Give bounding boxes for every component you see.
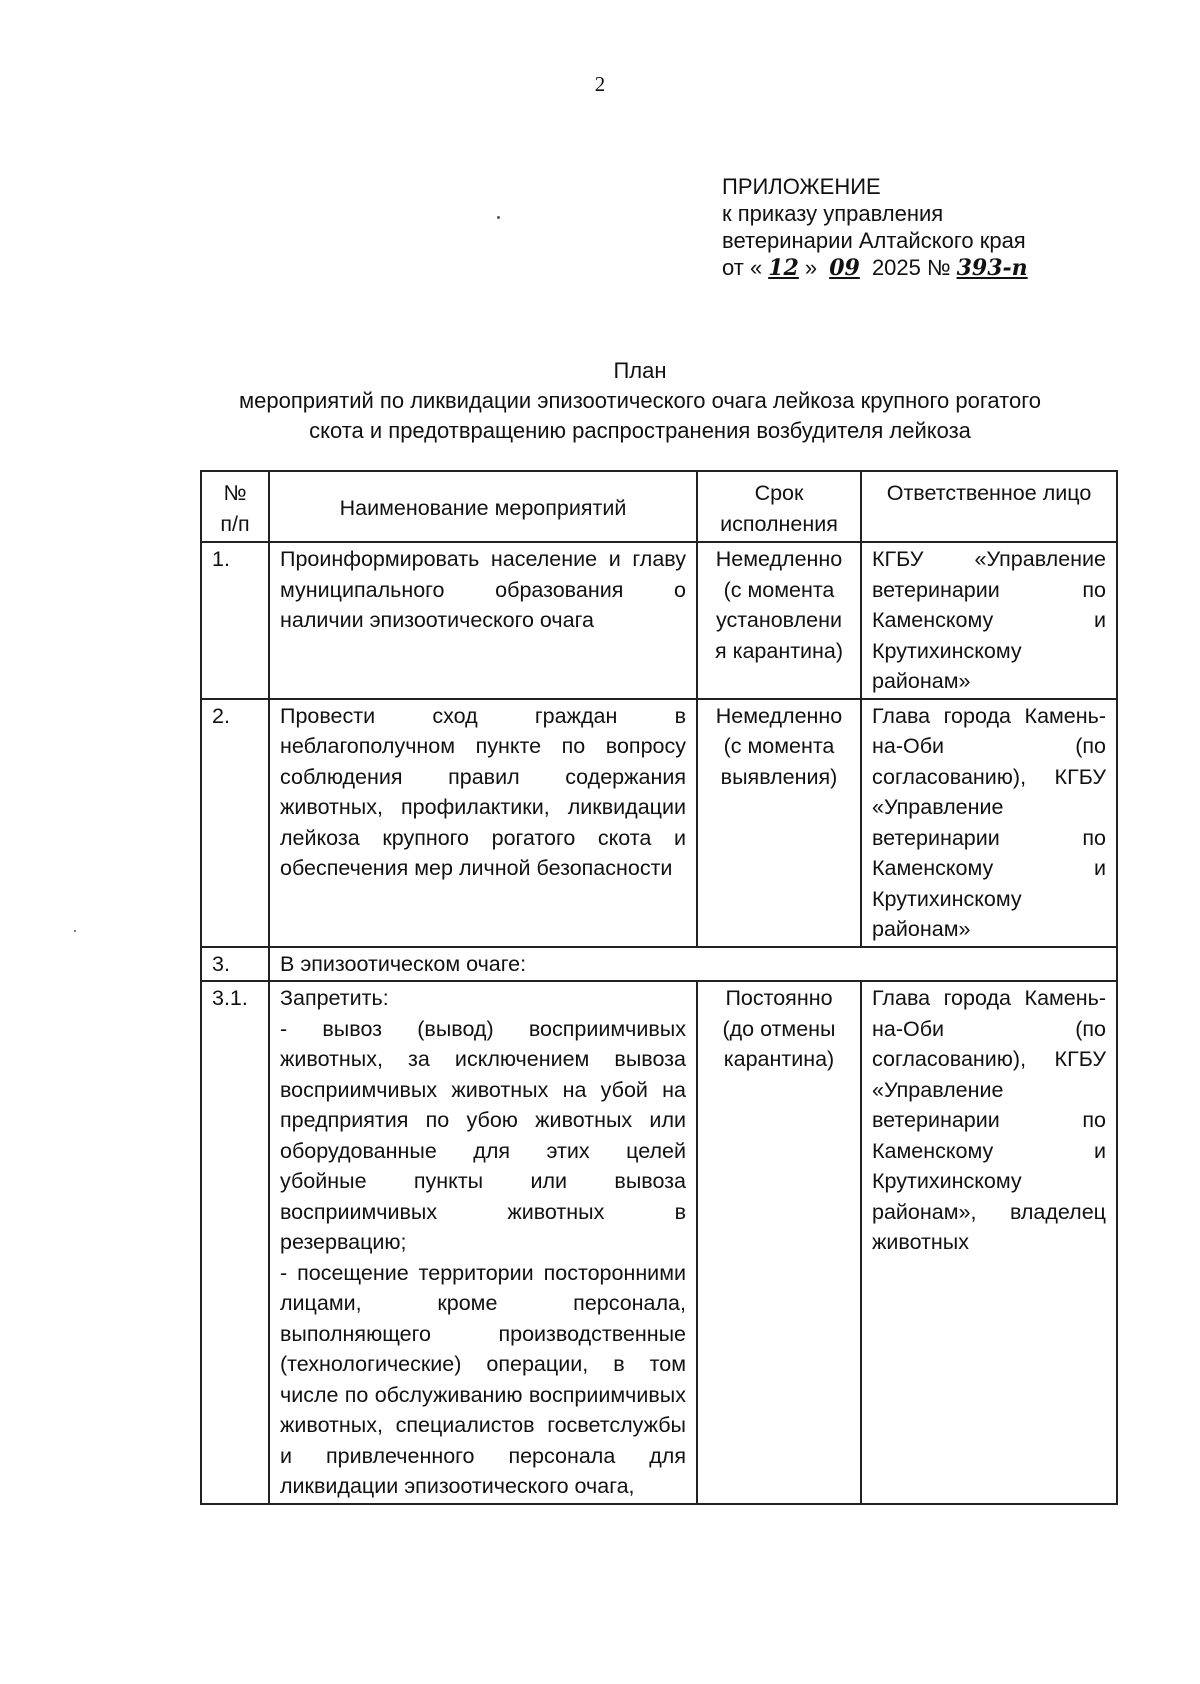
row-term: Немедленно (с момента установлени я карантина) bbox=[697, 542, 861, 699]
page-number: 2 bbox=[594, 72, 606, 96]
row-name-paragraph: - вывоз (вывод) восприимчивых животных, за исключением вывоза восприимчивых животных на убой на предприятия по убою животных или оборудованные для этих целей убойные пункты или вывоза восприимчивых животных в резервацию; bbox=[280, 1016, 686, 1254]
table-header-row bbox=[201, 471, 1117, 542]
table-row bbox=[201, 542, 1117, 699]
scan-speck bbox=[74, 930, 76, 932]
table-section-row bbox=[201, 947, 1117, 982]
approval-date-line bbox=[722, 254, 1034, 282]
title-heading: План bbox=[613, 358, 667, 383]
row-term: Немедленно (с момента выявления) bbox=[697, 699, 861, 947]
title-line-2: скота и предотвращению распространения возбудителя лейкоза bbox=[309, 418, 971, 443]
date-prefix: от « bbox=[722, 255, 763, 280]
section-num: 3. bbox=[201, 947, 269, 982]
approval-order-line: к приказу управления bbox=[722, 201, 944, 226]
approval-heading: ПРИЛОЖЕНИЕ bbox=[722, 174, 881, 199]
year-and-number-label: 2025 № bbox=[871, 255, 951, 280]
row-name-paragraph: - посещение территории посторонними лицами, кроме персонала, выполняющего производственные (технологические) операции, в том числе по обслуживанию восприимчивых животных, специалистов госветслужбы и привлеченного персонала для ликвидации эпизоотического очага, bbox=[280, 1260, 686, 1498]
row-num: 3.1. bbox=[201, 981, 269, 1504]
header-num: № п/п bbox=[201, 471, 269, 542]
header-name: Наименование мероприятий bbox=[269, 471, 697, 542]
approval-block bbox=[722, 173, 1034, 282]
row-name-paragraph: Запретить: bbox=[280, 986, 389, 1010]
row-responsible: Глава города Камень-на-Оби (по согласованию), КГБУ «Управление ветеринарии по Каменскому и Крутихинскому районам», владелец животных bbox=[861, 981, 1117, 1504]
handwritten-day: 12 bbox=[768, 255, 799, 281]
table-row bbox=[201, 981, 1117, 1504]
title-line-1: мероприятий по ликвидации эпизоотического очага лейкоза крупного рогатого bbox=[238, 388, 1041, 413]
row-num: 2. bbox=[201, 699, 269, 947]
row-name: Провести сход граждан в неблагополучном пункте по вопросу соблюдения правил содержания животных, профилактики, ликвидации лейкоза крупного рогатого скота и обеспечения мер личной безопасности bbox=[269, 699, 697, 947]
section-title: В эпизоотическом очаге: bbox=[269, 947, 1117, 982]
header-term: Срок исполнения bbox=[697, 471, 861, 542]
row-num: 1. bbox=[201, 542, 269, 699]
row-name: Проинформировать население и главу муниципального образования о наличии эпизоотического очага bbox=[269, 542, 697, 699]
row-name bbox=[269, 981, 697, 1504]
row-responsible: КГБУ «Управление ветеринарии по Каменскому и Крутихинскому районам» bbox=[861, 542, 1117, 699]
handwritten-month: 09 bbox=[829, 255, 860, 281]
row-responsible: Глава города Камень-на-Оби (по согласованию), КГБУ «Управление ветеринарии по Каменскому и Крутихинскому районам» bbox=[861, 699, 1117, 947]
row-term: Постоянно (до отмены карантина) bbox=[697, 981, 861, 1504]
document-title bbox=[150, 356, 1130, 446]
approval-authority-line: ветеринарии Алтайского края bbox=[722, 228, 1026, 253]
date-quote-close: » bbox=[804, 255, 818, 280]
scan-speck bbox=[497, 216, 500, 219]
header-responsible: Ответственное лицо bbox=[861, 471, 1117, 542]
plan-table bbox=[200, 470, 1118, 1505]
handwritten-order-number: 393-п bbox=[956, 255, 1028, 281]
table-row bbox=[201, 699, 1117, 947]
